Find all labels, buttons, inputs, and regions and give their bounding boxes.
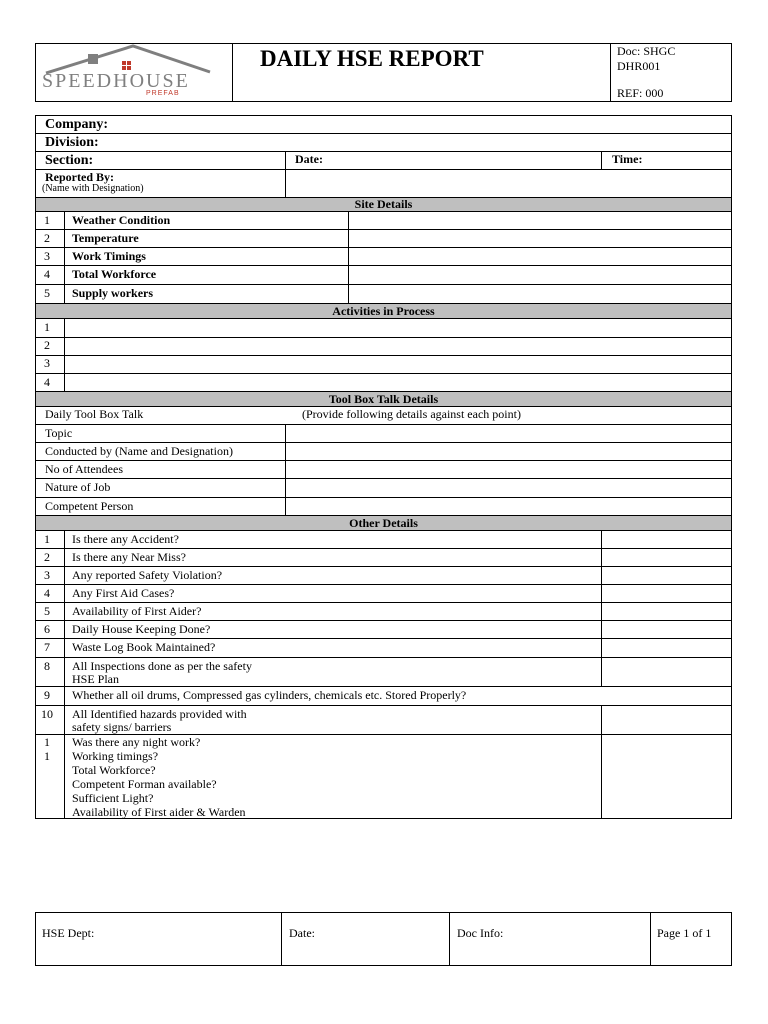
other-row-question: Waste Log Book Maintained? bbox=[72, 640, 216, 654]
other-row-number: 5 bbox=[44, 604, 50, 618]
other-row-number: 3 bbox=[44, 568, 50, 582]
page-title: DAILY HSE REPORT bbox=[260, 46, 484, 71]
ref-code: REF: 000 bbox=[617, 86, 664, 100]
other-row-question: Any First Aid Cases? bbox=[72, 586, 175, 600]
date-label: Date: bbox=[295, 152, 323, 166]
other-row-number: 1 1 bbox=[44, 735, 50, 763]
toolbox-row-label: Competent Person bbox=[45, 499, 134, 513]
activity-row-number: 4 bbox=[44, 375, 50, 389]
site-row-number: 5 bbox=[44, 286, 50, 300]
section-label: Section: bbox=[45, 153, 94, 168]
footer-box bbox=[35, 912, 732, 966]
site-row-label: Temperature bbox=[72, 231, 139, 245]
activity-row-number: 2 bbox=[44, 338, 50, 352]
reported-by-sublabel: (Name with Designation) bbox=[42, 183, 144, 194]
other-row-question: Whether all oil drums, Compressed gas cylinders, chemicals etc. Stored Properly? bbox=[72, 688, 467, 702]
other-row-question-cont: safety signs/ barriers bbox=[72, 720, 172, 734]
site-row-label: Supply workers bbox=[72, 286, 154, 300]
activity-row-number: 3 bbox=[44, 356, 50, 370]
other-row-number: 6 bbox=[44, 622, 50, 636]
toolbox-row-label: Nature of Job bbox=[45, 480, 111, 494]
site-row-label: Weather Condition bbox=[72, 213, 171, 227]
footer-page-number: Page 1 of 1 bbox=[657, 926, 712, 940]
other-row-question: Is there any Near Miss? bbox=[72, 550, 186, 564]
activity-row-number: 1 bbox=[44, 320, 50, 334]
doc-code-line1: Doc: SHGC bbox=[617, 44, 676, 58]
other-details-heading: Other Details bbox=[349, 516, 418, 530]
site-row-number: 4 bbox=[44, 267, 50, 281]
site-row-number: 3 bbox=[44, 249, 50, 263]
other-row-question: Any reported Safety Violation? bbox=[72, 568, 223, 582]
night-work-question: Availability of First aider & Warden bbox=[72, 805, 246, 819]
other-row-question: All Identified hazards provided with bbox=[72, 707, 247, 721]
other-row-question: Availability of First Aider? bbox=[72, 604, 202, 618]
night-work-question: Sufficient Light? bbox=[72, 791, 154, 805]
other-row-number: 9 bbox=[44, 688, 50, 702]
other-row-number: 7 bbox=[44, 640, 50, 654]
footer-doc-info: Doc Info: bbox=[457, 926, 504, 940]
night-work-question: Total Workforce? bbox=[72, 763, 156, 777]
division-label: Division: bbox=[45, 135, 99, 150]
other-row-question: Is there any Accident? bbox=[72, 532, 179, 546]
other-row-number: 2 bbox=[44, 550, 50, 564]
toolbox-row-label: Topic bbox=[45, 426, 73, 440]
toolbox-intro-note: (Provide following details against each point) bbox=[302, 407, 521, 421]
logo-text: SPEEDHOUSE bbox=[42, 70, 190, 92]
night-work-question: Was there any night work? bbox=[72, 735, 201, 749]
other-row-number: 10 bbox=[41, 707, 53, 721]
toolbox-intro-label: Daily Tool Box Talk bbox=[45, 407, 144, 421]
company-label: Company: bbox=[45, 117, 109, 132]
other-row-number: 8 bbox=[44, 659, 50, 673]
site-row-number: 2 bbox=[44, 231, 50, 245]
site-row-label: Total Workforce bbox=[72, 267, 157, 281]
reported-by-label: Reported By: bbox=[45, 170, 114, 184]
site-row-label: Work Timings bbox=[72, 249, 146, 263]
other-row-question: Daily House Keeping Done? bbox=[72, 622, 211, 636]
toolbox-row-label: No of Attendees bbox=[45, 462, 123, 476]
other-row-question-cont: HSE Plan bbox=[72, 672, 120, 686]
site-details-heading: Site Details bbox=[354, 197, 413, 211]
footer-date: Date: bbox=[289, 926, 315, 940]
activities-heading: Activities in Process bbox=[332, 304, 435, 318]
other-row-number: 4 bbox=[44, 586, 50, 600]
toolbox-heading: Tool Box Talk Details bbox=[328, 392, 439, 406]
other-row-question: All Inspections done as per the safety bbox=[72, 659, 252, 673]
site-row-number: 1 bbox=[44, 213, 50, 227]
night-work-question: Working timings? bbox=[72, 749, 159, 763]
logo-subtext: PREFAB bbox=[146, 90, 180, 97]
night-work-question: Competent Forman available? bbox=[72, 777, 217, 791]
doc-code-line2: DHR001 bbox=[617, 59, 661, 73]
time-label: Time: bbox=[612, 152, 643, 166]
toolbox-row-label: Conducted by (Name and Designation) bbox=[45, 444, 233, 458]
company-logo bbox=[38, 44, 228, 99]
other-row-number: 1 bbox=[44, 532, 50, 546]
footer-hse-dept: HSE Dept: bbox=[42, 926, 95, 940]
